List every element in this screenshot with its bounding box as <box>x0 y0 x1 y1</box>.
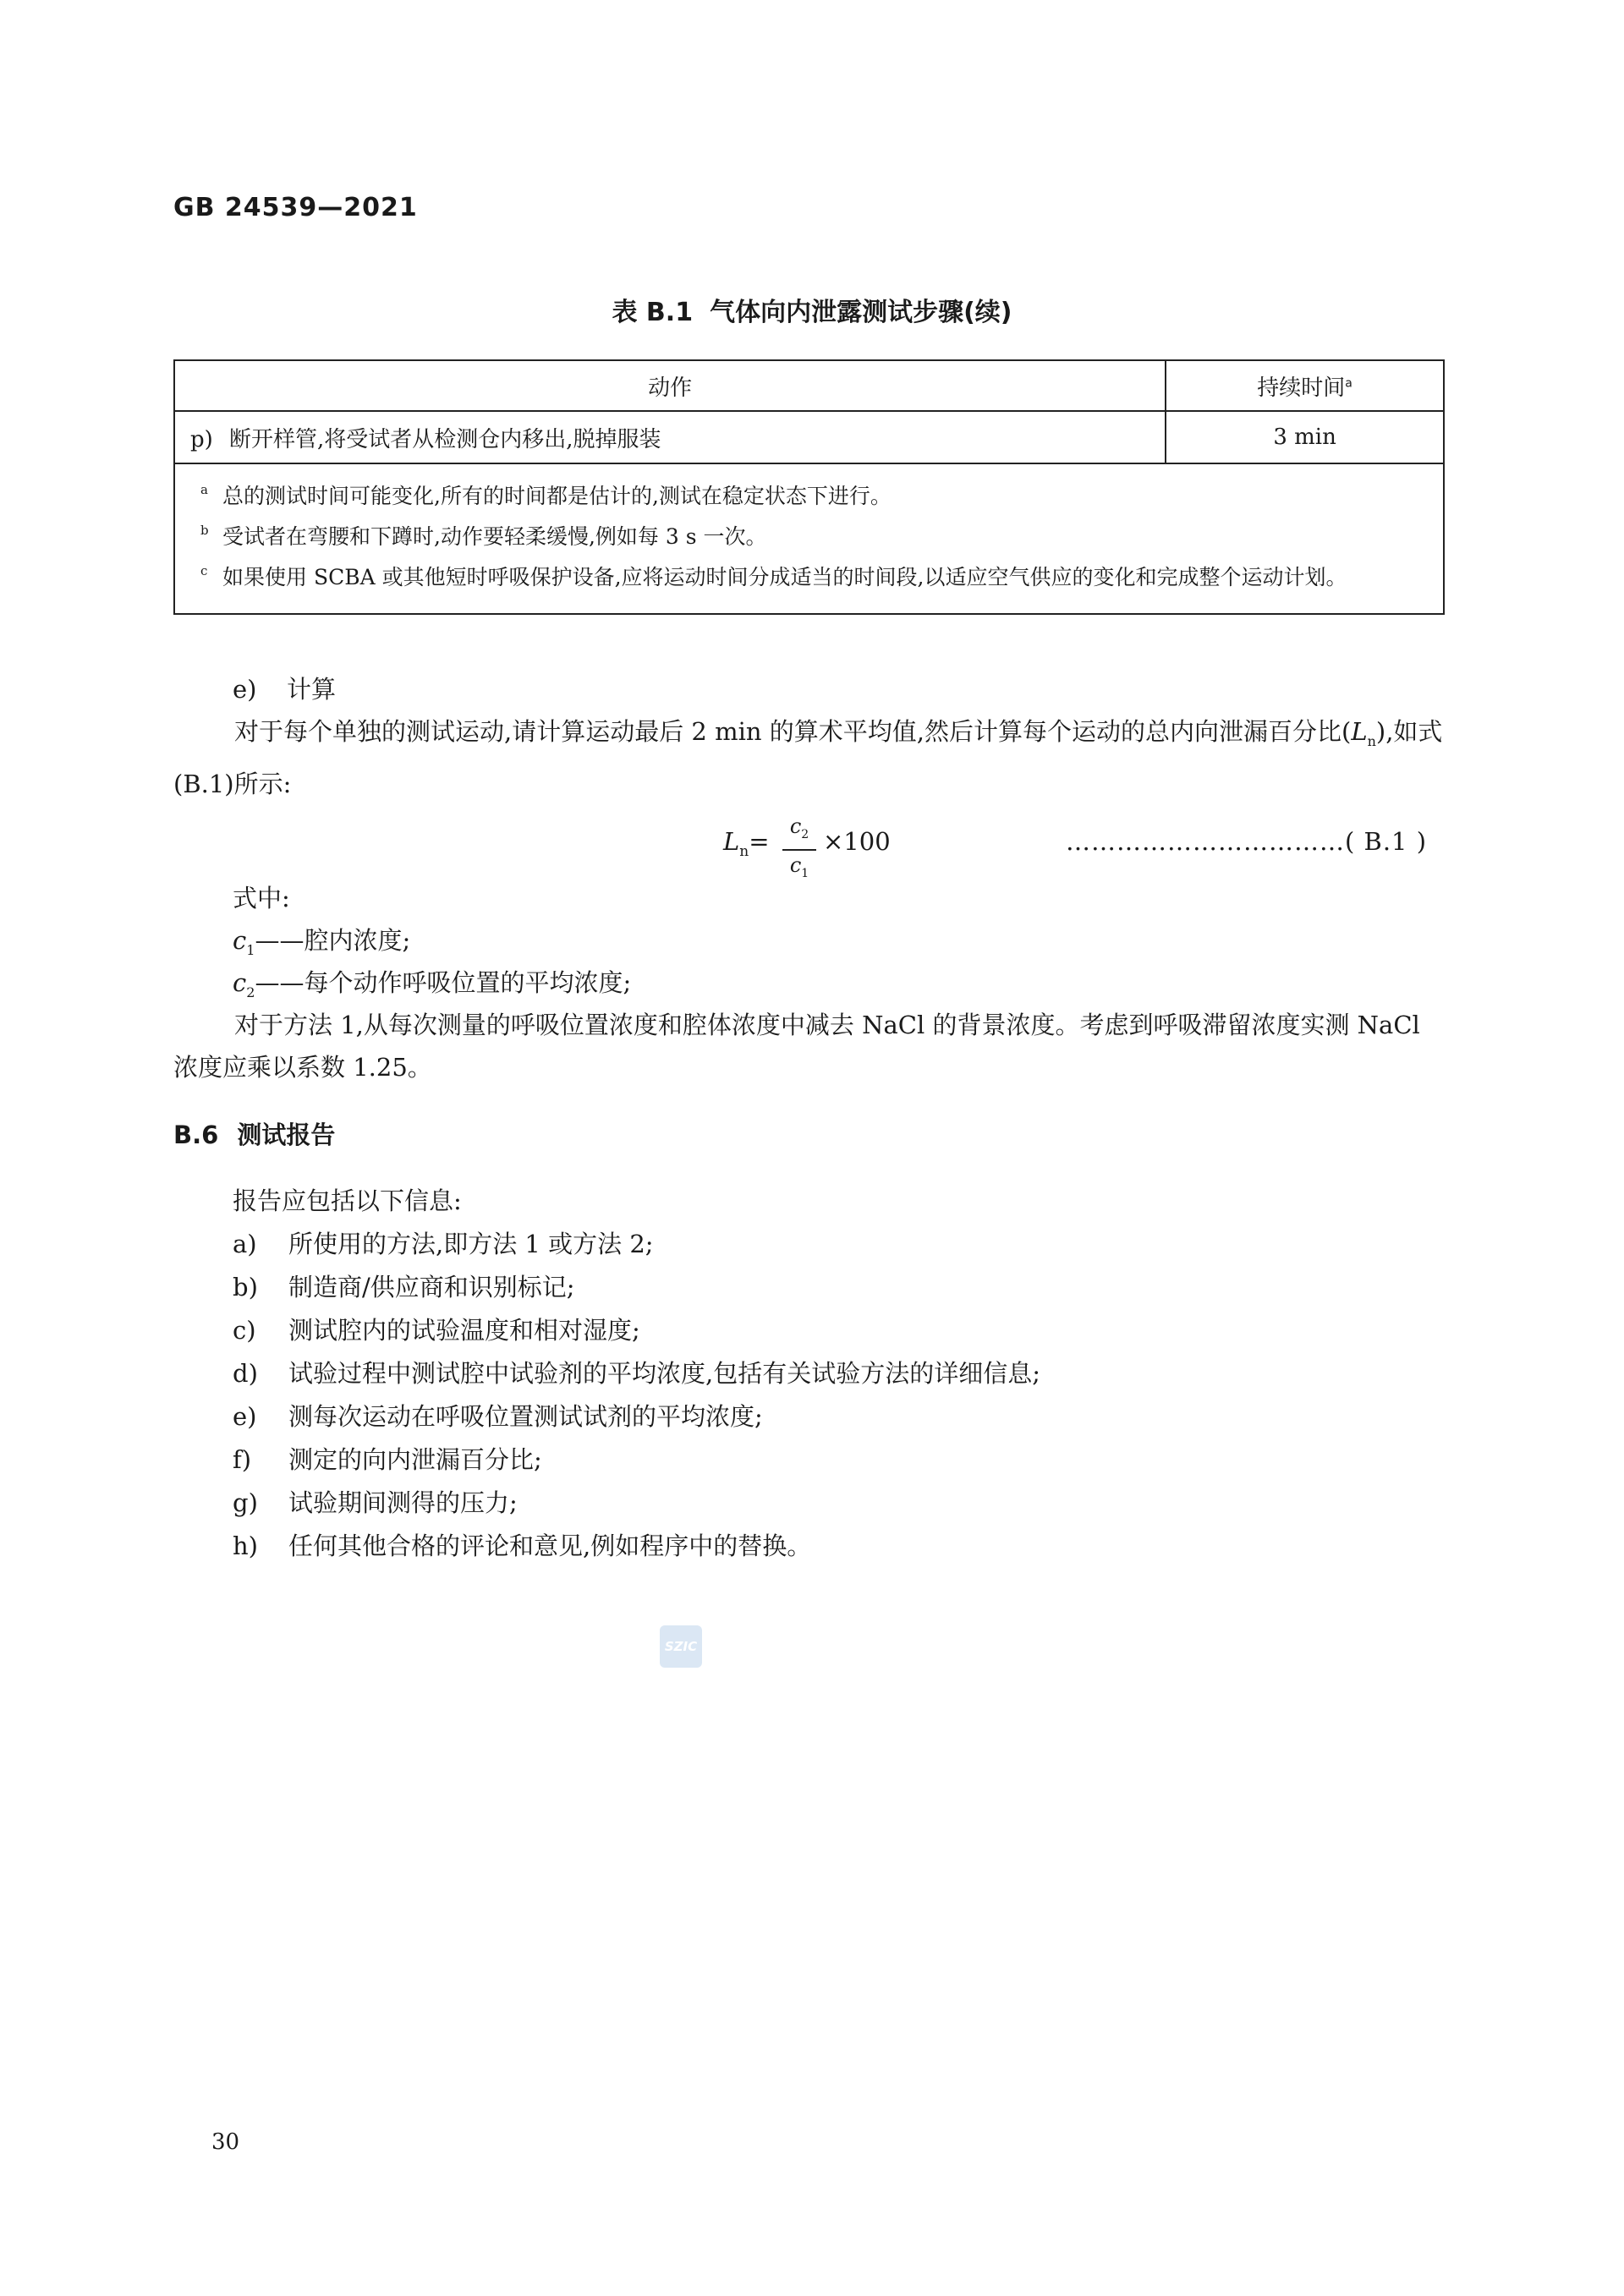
table-note <box>200 517 1426 557</box>
table-header-row <box>174 360 1444 411</box>
para1-var-symbol: L <box>1351 717 1368 746</box>
list-item <box>233 1223 654 1265</box>
list-label: c) <box>233 1316 256 1345</box>
section-number: B.6 <box>173 1121 219 1149</box>
list-item <box>233 1438 542 1481</box>
para1-end: ),如式(B.1)所示: <box>173 717 1443 798</box>
var-letter: c <box>233 926 247 955</box>
list-label: e) <box>233 1402 257 1431</box>
note-mark: a <box>200 482 208 497</box>
para1-var-sub: n <box>1367 732 1376 749</box>
header-action: 动作 <box>174 360 1166 411</box>
list-label: g) <box>233 1488 258 1517</box>
formula-lhs-symbol: L <box>723 827 740 856</box>
list-text: 测每次运动在呼吸位置测试试剂的平均浓度; <box>288 1402 763 1431</box>
list-item <box>233 1395 763 1438</box>
list-text: 所使用的方法,即方法 1 或方法 2; <box>288 1230 654 1258</box>
var-sub: 2 <box>246 984 255 1000</box>
calculation-heading-text: 计算 <box>287 675 337 704</box>
formula-lhs <box>723 827 770 860</box>
formula-numerator <box>782 812 816 851</box>
denominator-symbol: c <box>789 852 802 877</box>
var-symbol <box>233 926 255 958</box>
formula-fraction <box>782 812 816 888</box>
list-label: d) <box>233 1359 258 1388</box>
where-label: 式中: <box>233 884 290 912</box>
list-label: h) <box>233 1532 258 1560</box>
list-label: f) <box>233 1445 252 1474</box>
report-intro: 报告应包括以下信息: <box>233 1186 462 1215</box>
list-text: 测定的向内泄漏百分比; <box>288 1445 542 1474</box>
standard-code: GB 24539—2021 <box>173 193 418 222</box>
list-item <box>233 1525 811 1567</box>
para1-text: 对于每个单独的测试运动,请计算运动最后 2 min 的算术平均值,然后计算每个运动的总内向泄漏百分比( <box>234 717 1352 746</box>
row-action-cell <box>174 411 1166 463</box>
formula-multiplier: ×100 <box>823 827 891 856</box>
formula-reference: ……………………………( B.1 ) <box>1066 827 1428 856</box>
list-item <box>233 1309 640 1351</box>
calculation-paragraph-2: 对于方法 1,从每次测量的呼吸位置浓度和腔体浓度中减去 NaCl 的背景浓度。考虑到呼吸滞留浓度实测 NaCl 浓度应乘以系数 1.25。 <box>173 1011 1420 1082</box>
header-duration-note: a <box>1345 375 1352 390</box>
note-text: 如果使用 SCBA 或其他短时呼吸保护设备,应将运动时间分成适当的时间段,以适应空气供应的变化和完成整个运动计划。 <box>222 565 1347 589</box>
header-duration-text: 持续时间 <box>1257 375 1346 401</box>
row-duration: 3 min <box>1166 411 1444 463</box>
table-notes <box>174 463 1444 614</box>
var-description: ——腔内浓度; <box>255 926 411 955</box>
numerator-sub: 2 <box>801 827 809 841</box>
denominator-sub: 1 <box>801 866 809 880</box>
formula-b1 <box>723 812 1484 879</box>
formula-equals: = <box>749 827 770 856</box>
formula-lhs-sub: n <box>739 842 749 860</box>
var-letter: c <box>233 968 247 997</box>
var-description: ——每个动作呼吸位置的平均浓度; <box>255 968 632 997</box>
list-text: 试验期间测得的压力; <box>288 1488 518 1517</box>
list-text: 制造商/供应商和识别标记; <box>288 1273 575 1301</box>
calculation-heading <box>233 668 336 710</box>
list-text: 任何其他合格的评论和意见,例如程序中的替换。 <box>288 1532 812 1560</box>
list-label: b) <box>233 1273 258 1301</box>
note-mark: b <box>200 523 209 538</box>
table-note <box>200 557 1426 598</box>
test-steps-table <box>173 359 1445 615</box>
note-text: 总的测试时间可能变化,所有的时间都是估计的,测试在稳定状态下进行。 <box>222 484 892 508</box>
watermark-logo: SZIC <box>660 1625 702 1668</box>
header-duration <box>1166 360 1444 411</box>
section-title: 测试报告 <box>237 1121 336 1149</box>
table-title-text: 气体向内泄露测试步骤(续) <box>710 298 1012 327</box>
list-label: a) <box>233 1230 257 1258</box>
list-text: 试验过程中测试腔中试验剂的平均浓度,包括有关试验方法的详细信息; <box>288 1359 1040 1388</box>
list-item <box>233 1266 575 1308</box>
note-mark: c <box>200 563 208 578</box>
note-text: 受试者在弯腰和下蹲时,动作要轻柔缓慢,例如每 3 s 一次。 <box>222 524 767 549</box>
table-row <box>174 411 1444 463</box>
var-symbol <box>233 968 255 1000</box>
table-note <box>200 476 1426 517</box>
row-index: p) <box>190 426 213 452</box>
calculation-paragraph <box>173 710 1445 805</box>
table-title <box>0 291 1624 328</box>
table-notes-row <box>174 463 1444 614</box>
row-action: 断开样管,将受试者从检测仓内移出,脱掉服装 <box>229 426 661 452</box>
calculation-label: e) <box>233 675 257 704</box>
numerator-symbol: c <box>789 814 802 838</box>
table-number: 表 B.1 <box>612 298 694 327</box>
list-item <box>233 1352 1040 1395</box>
page-number: 30 <box>211 2129 240 2155</box>
section-heading <box>173 1116 335 1151</box>
list-text: 测试腔内的试验温度和相对湿度; <box>288 1316 640 1345</box>
list-item <box>233 1482 518 1524</box>
var-sub: 1 <box>246 941 255 958</box>
para1-variable <box>1351 717 1376 749</box>
formula-denominator <box>782 851 816 888</box>
